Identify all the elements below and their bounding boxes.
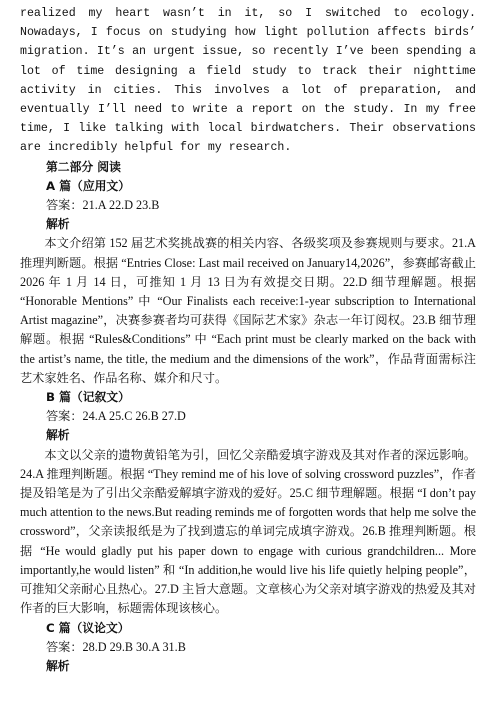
section-b-heading: B 篇（记叙文）	[46, 390, 130, 405]
section-b-answers: 答案：24.A 25.C 26.B 27.D	[46, 409, 186, 424]
part-heading: 第二部分 阅读	[46, 159, 121, 174]
section-b-analysis-label: 解析	[46, 428, 70, 443]
intro-paragraph: realized my heart wasn’t in it, so I switched to ecology. Nowadays, I focus on studying how light pollution affects birds’ migration. It’s an urgent issue, so recently I’ve been spending a lot of time designing a field study to track their nighttime activity in cities. This involves a lot of preparation, and eventually I’ll need to write a report on the study. In my free time, I like talking with local birdwatchers. Their observations are incredibly helpful for my research.	[20, 7, 476, 155]
section-a-answers: 答案：21.A 22.D 23.B	[46, 198, 160, 213]
section-c-analysis-label: 解析	[46, 658, 70, 673]
section-b-analysis: 本文以父亲的遗物黄铅笔为引，回忆父亲酷爱填字游戏及其对作者的深远影响。24.A 推理判断题。根据 “They remind me of his love of solving crossword puzzles”，作者提及铅笔是为了引出父亲酷爱解填字游戏的爱好。25.C 细节理解题。根据 “I don’t pay much attention to the news.But reading reminds me of forgotten words that help me solve the crossword”，父亲读报纸是为了找到遗忘的单词完成填字游戏。26.B 推理判断题。根据 “He would gladly put his paper down to engage with curious grandchildren... More importantly,he would listen” 和 “In addition,he would live his life quietly helping people”，可推知父亲耐心且热心。27.D 主旨大意题。文章核心为父亲对填字游戏的热爱及其对作者的巨大影响，标题需体现该核心。	[20, 447, 476, 616]
section-a-heading: A 篇（应用文）	[46, 178, 131, 193]
section-c-heading: C 篇（议论文）	[46, 620, 130, 635]
section-a-analysis-label: 解析	[46, 217, 70, 232]
section-c-answers: 答案：28.D 29.B 30.A 31.B	[46, 639, 186, 654]
section-a-analysis: 本文介绍第 152 届艺术奖挑战赛的相关内容、各级奖项及参赛规则与要求。21.A 推理判断题。根据 “Entries Close: Last mail received on January14,2026”，参赛邮寄截止 2026 年 1 月 14 日，可推知 1 月 13 日为有效提交日期。22.D 细节理解题。根据 “Honorable Mentions” 中 “Our Finalists each receive:1-year subscription to International Artist magazine”，决赛参赛者均可获得《国际艺术家》杂志一年订阅权。23.B 细节理解题。根据 “Rules&Conditions” 中 “Each print must be clearly marked on the back with the artist’s name, the title, the medium and the dimensions of the work”，作品背面需标注艺术家姓名、作品名称、媒介和尺寸。	[20, 236, 476, 385]
